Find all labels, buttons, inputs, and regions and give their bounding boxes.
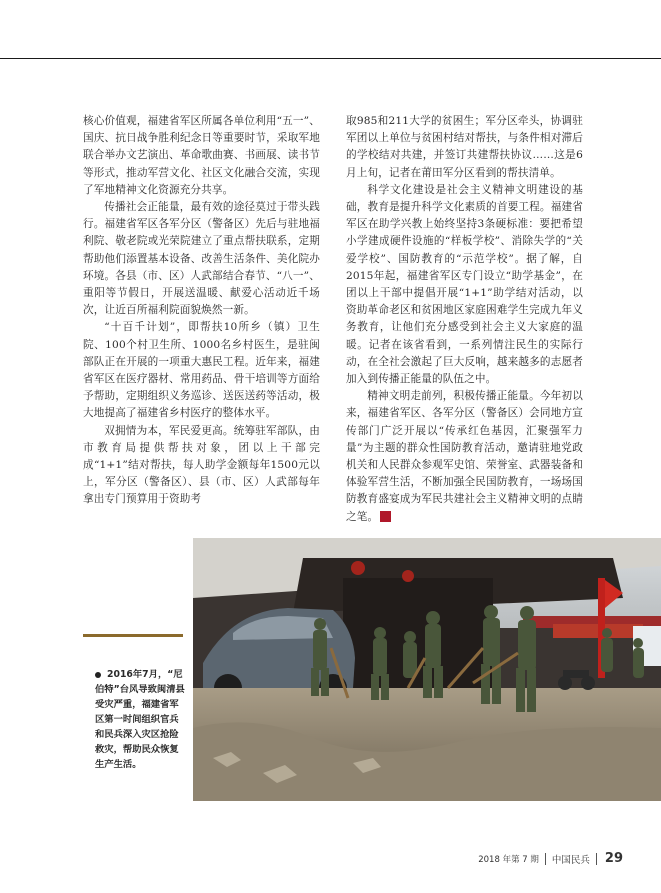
bullet-icon: [95, 672, 101, 678]
paragraph: “十百千计划”，即帮扶10所乡（镇）卫生院、100个村卫生所、1000名乡村医生，是驻闽部队正在开展的一项重大惠民工程。近年来，福建省军区在医疗器材、常用药品、骨干培训等方面给予帮助，定期组织义务巡诊、送医送药等活动，极大地提高了福建省乡村医疗的整体水平。: [83, 321, 320, 420]
photo-illustration: [193, 538, 661, 801]
paragraph: 传播社会正能量，最有效的途径莫过于带头践行。福建省军区各军分区（警备区）先后与驻地福利院、敬老院或光荣院建立了重点帮扶联系，定期帮助他们添置基本设备、改善生活条件、美化院办环境。各县（市、区）人武部结合春节、“八一”、重阳等节假日，开展送温暖、献爱心活动近千场次，让近百所福利院面貌焕然一新。: [83, 201, 320, 317]
caption-text: 2016年7月，“尼伯特”台风导致闽清县受灾严重，福建省军区第一时间组织官兵和民兵深入灾区抢险救灾，帮助民众恢复生产生活。: [95, 669, 185, 770]
page-number: 29: [604, 851, 623, 866]
issue-label: 2018 年第 7 期: [478, 854, 539, 865]
photo-caption: [95, 667, 187, 772]
flood-relief-photo: [193, 538, 661, 801]
paragraph: 双拥情为本，军民爱更高。统筹驻军部队，由市教育局提供帮扶对象，团以上干部完成“1+1”结对帮扶，每人助学金额每年1500元以上，军分区（警备区）、县（市、区）人武部每年拿出专门预算用于资助考: [83, 424, 320, 506]
paragraph-text: 精神文明走前列，积极传播正能量。今年初以来，福建省军区、各军分区（警备区）会同地方宣传部门广泛开展以“传承红色基因，汇聚强军力量”为主题的群众性国防教育活动，邀请驻地党政机关和人民群众参观军史馆、荣誉室、武器装备和体验军营生活，不断加强全民国防教育，一场场国防教育盛宴成为军民共建社会主义精神文明的点睛之笔。: [346, 390, 583, 523]
right-column: [346, 113, 583, 526]
paragraph: [346, 388, 583, 526]
page-footer: [478, 851, 623, 866]
paragraph: 取985和211大学的贫困生；军分区牵头，协调驻军团以上单位与贫困村结对帮扶，与条件相对滞后的学校结对共建，并签订共建帮扶协议……这是6月上旬，记者在莆田军分区看到的帮扶清单。: [346, 115, 583, 179]
article-end-icon: Ⓜ: [380, 511, 391, 522]
header-rule: [0, 58, 661, 59]
caption-rule: [83, 634, 183, 637]
left-column: [83, 113, 320, 509]
footer-divider: [545, 853, 546, 865]
footer-divider: [596, 853, 597, 865]
paragraph: 核心价值观，福建省军区所属各单位利用“五一”、国庆、抗日战争胜利纪念日等重要时节，采取军地联合举办文艺演出、革命歌曲赛、书画展、读书节等形式，推动军营文化、社区文化融合交流，实现了军地精神文化资源充分共享。: [83, 115, 320, 196]
paragraph: 科学文化建设是社会主义精神文明建设的基础，教育是提升科学文化素质的首要工程。福建省军区在助学兴教上始终坚持3条硬标准：要把希望小学建成硬件设施的“样板学校”、消除失学的“关爱学校”、国防教育的“示范学校”。据了解，自2015年起，福建省军区专门设立“助学基金”，在团以上干部中提倡开展“1+1”助学结对活动，以资助革命老区和贫困地区家庭困难学生完成九年义务教育，让他们充分感受到社会主义大家庭的温暖。记者在该省看到，一系列情注民生的实际行动，在全社会激起了巨大反响，越来越多的志愿者加入到传播正能量的队伍之中。: [346, 183, 583, 386]
magazine-name: 中国民兵: [551, 854, 590, 866]
